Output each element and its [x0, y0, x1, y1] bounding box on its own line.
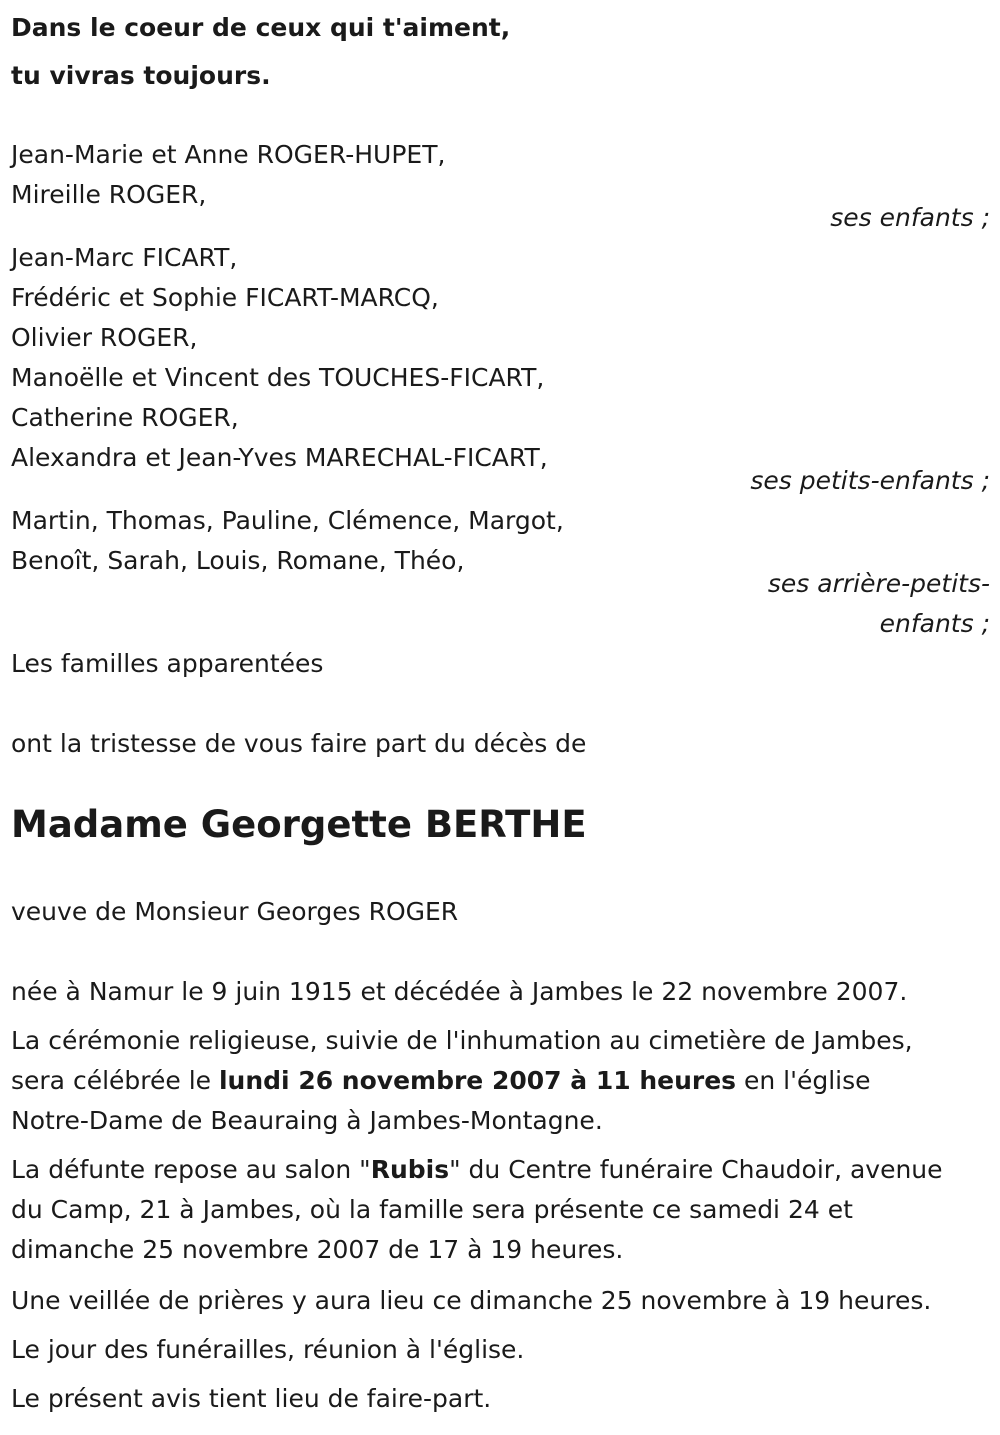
- child-name: Jean-Marie et Anne ROGER-HUPET,: [11, 140, 446, 169]
- viewing-line-2: du Camp, 21 à Jambes, où la famille sera présente ce samedi 24 et: [11, 1195, 853, 1224]
- great-grandchildren-relation-line-1: ses arrière-petits-: [767, 569, 990, 598]
- funeral-day: Le jour des funérailles, réunion à l'église.: [11, 1335, 525, 1364]
- vigil: Une veillée de prières y aura lieu ce dimanche 25 novembre à 19 heures.: [11, 1286, 932, 1315]
- deceased-name: Madame Georgette BERTHE: [11, 803, 587, 846]
- announcement: ont la tristesse de vous faire part du décès de: [11, 729, 587, 758]
- viewing-line-3: dimanche 25 novembre 2007 de 17 à 19 heures.: [11, 1235, 624, 1264]
- salon-name: Rubis: [370, 1155, 450, 1184]
- child-name: Mireille ROGER,: [11, 180, 207, 209]
- widow-of: veuve de Monsieur Georges ROGER: [11, 897, 459, 926]
- epitaph-line-2: tu vivras toujours.: [11, 61, 271, 90]
- great-grandchild-names: Martin, Thomas, Pauline, Clémence, Margot,: [11, 506, 564, 535]
- grandchild-name: Manoëlle et Vincent des TOUCHES-FICART,: [11, 363, 545, 392]
- birth-death: née à Namur le 9 juin 1915 et décédée à Jambes le 22 novembre 2007.: [11, 977, 908, 1006]
- ceremony-text: sera célébrée le: [11, 1066, 219, 1095]
- ceremony-text: en l'église: [736, 1066, 871, 1095]
- grandchild-name: Jean-Marc FICART,: [11, 243, 238, 272]
- ceremony-line-3: Notre-Dame de Beauraing à Jambes-Montagne.: [11, 1106, 603, 1135]
- ceremony-line-2: [11, 1066, 871, 1096]
- notice: Le présent avis tient lieu de faire-part.: [11, 1384, 492, 1413]
- ceremony-line-1: La cérémonie religieuse, suivie de l'inhumation au cimetière de Jambes,: [11, 1026, 913, 1055]
- ceremony-datetime: lundi 26 novembre 2007 à 11 heures: [218, 1066, 737, 1095]
- grandchild-name: Alexandra et Jean-Yves MARECHAL-FICART,: [11, 443, 548, 472]
- great-grandchild-names: Benoît, Sarah, Louis, Romane, Théo,: [11, 546, 465, 575]
- grandchildren-relation: ses petits-enfants ;: [750, 466, 990, 495]
- children-relation: ses enfants ;: [830, 203, 990, 232]
- related-families: Les familles apparentées: [11, 649, 324, 678]
- grandchild-name: Olivier ROGER,: [11, 323, 198, 352]
- epitaph-line-1: Dans le coeur de ceux qui t'aiment,: [11, 13, 511, 42]
- viewing-text: La défunte repose au salon ": [11, 1155, 371, 1184]
- viewing-text: " du Centre funéraire Chaudoir, avenue: [449, 1155, 943, 1184]
- grandchild-name: Frédéric et Sophie FICART-MARCQ,: [11, 283, 439, 312]
- grandchild-name: Catherine ROGER,: [11, 403, 239, 432]
- great-grandchildren-relation-line-2: enfants ;: [879, 609, 990, 638]
- viewing-line-1: [11, 1155, 943, 1185]
